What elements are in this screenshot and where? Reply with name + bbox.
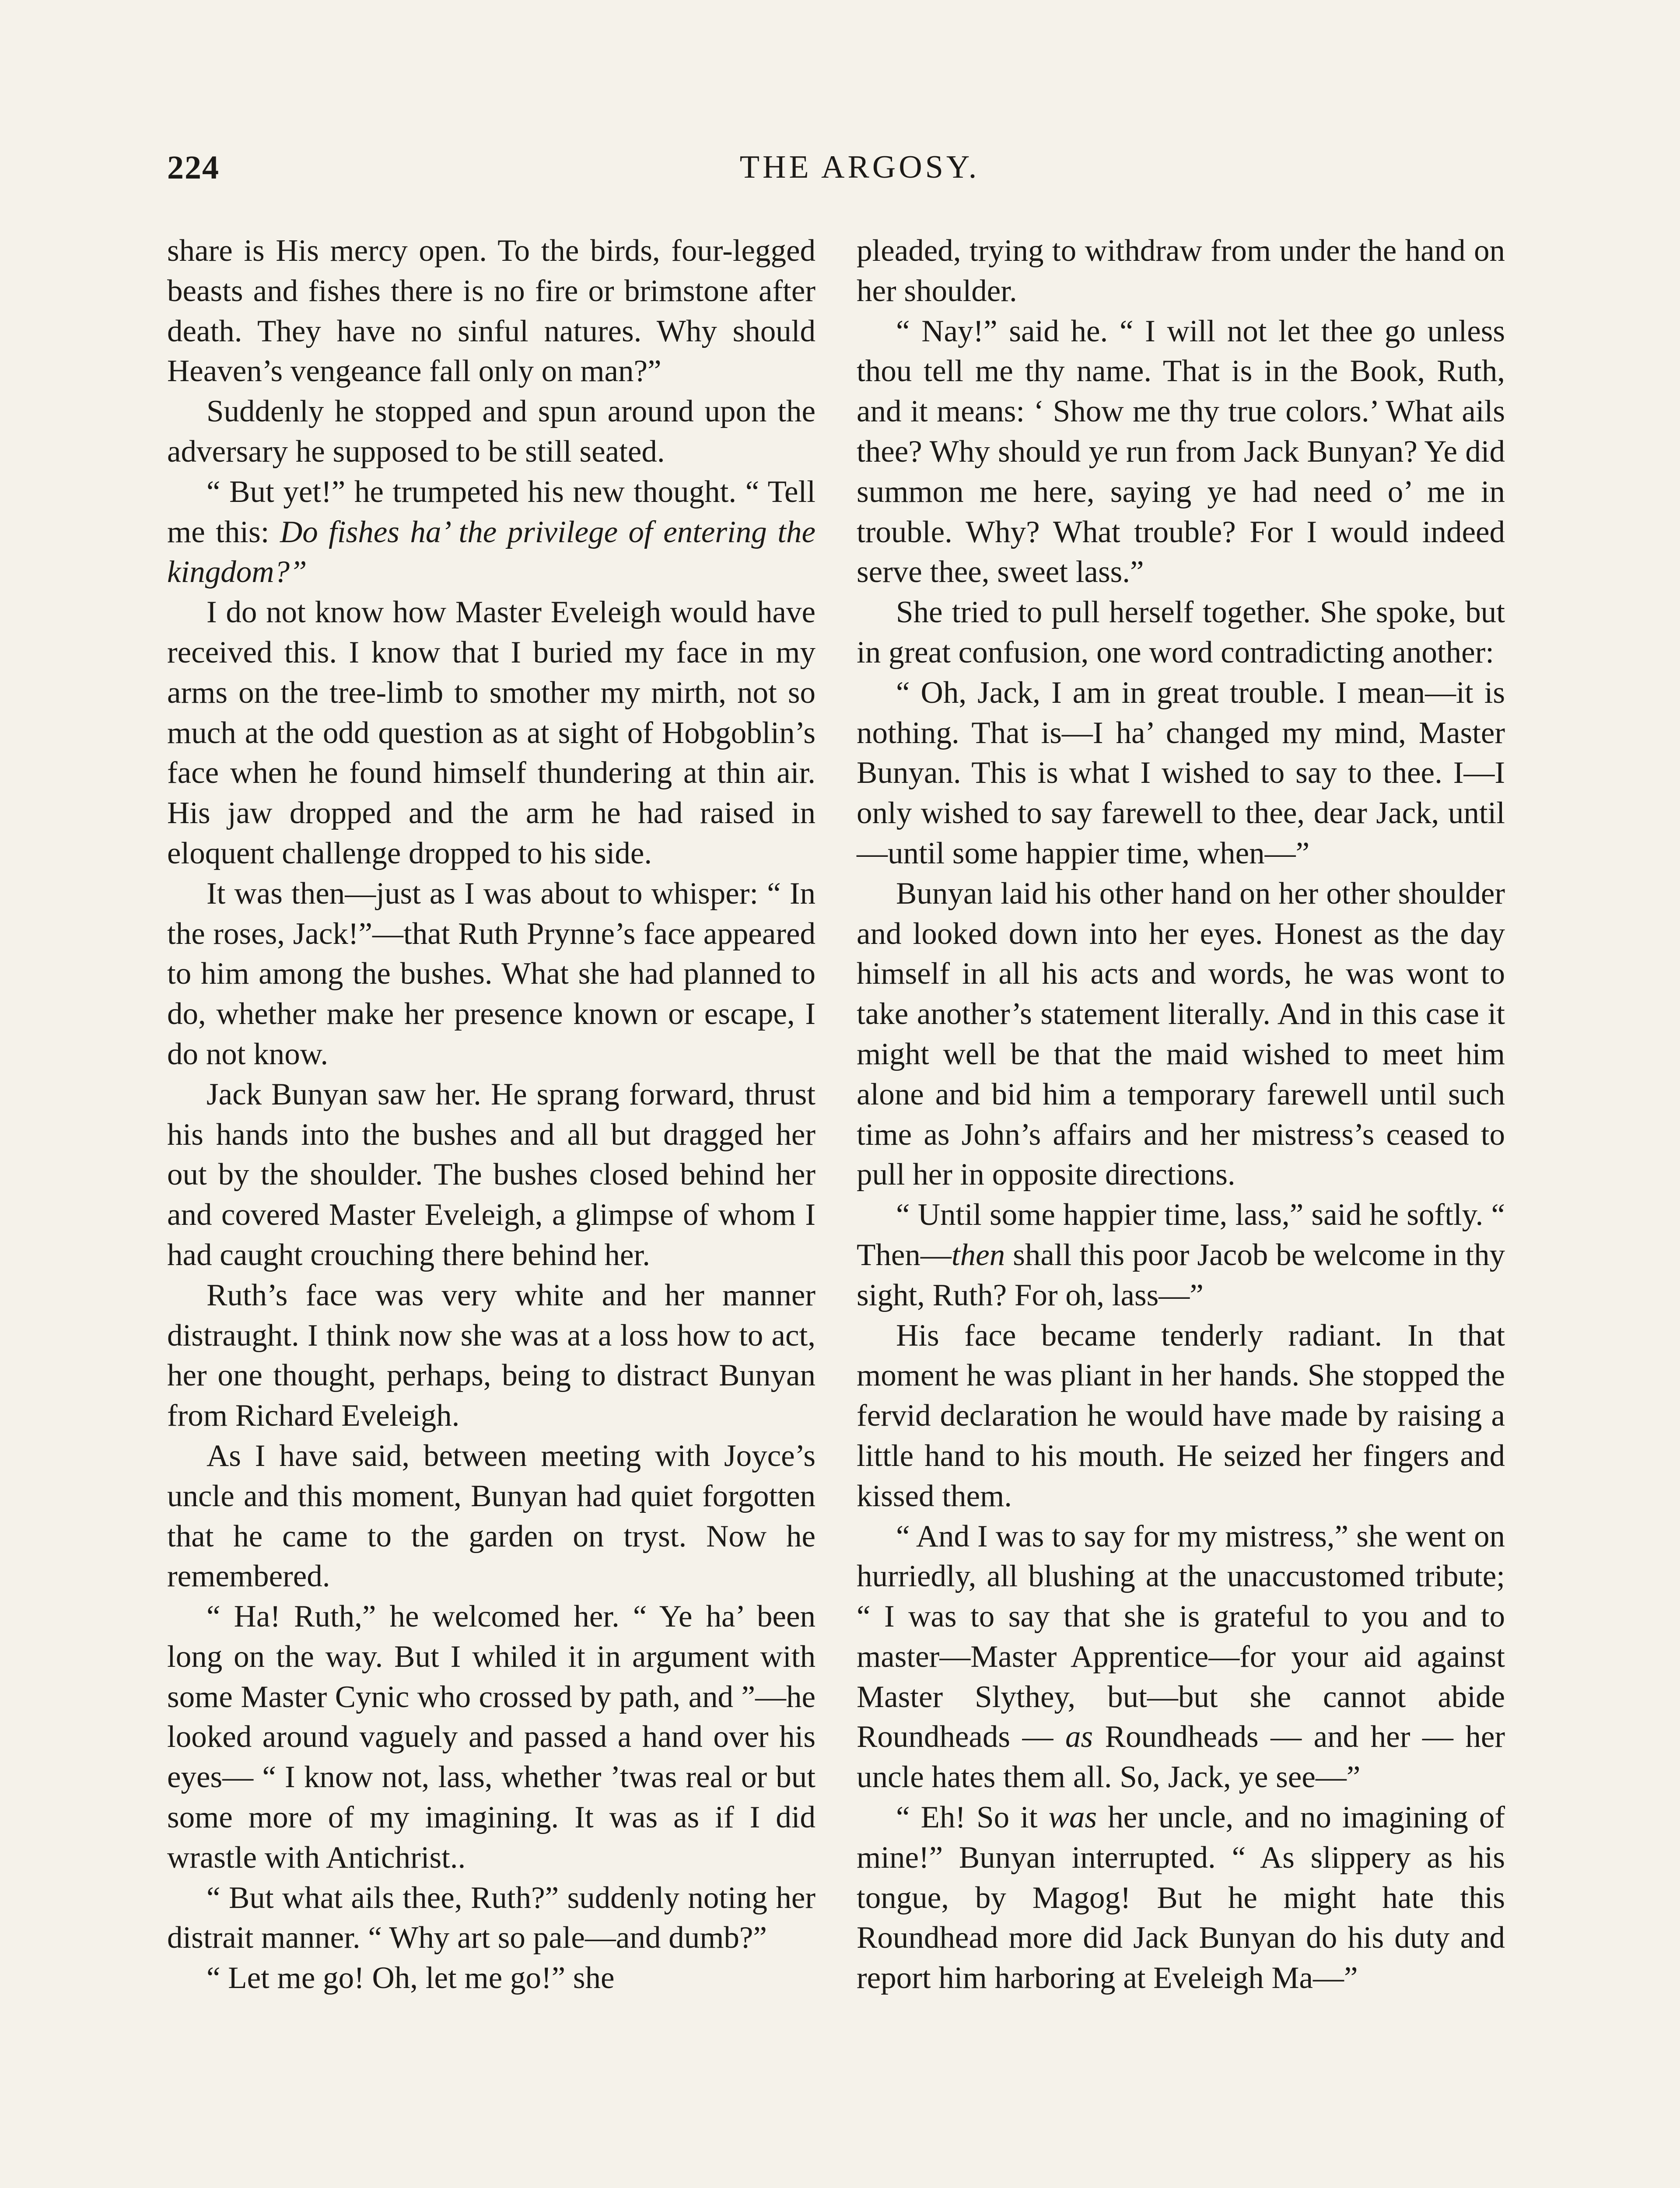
paragraph-text: Suddenly he stopped and spun around upon the adversary he supposed to be still seated.	[167, 394, 816, 469]
italic-text: then	[951, 1238, 1005, 1272]
paragraph-text: “ Ha! Ruth,” he welcomed her. “ Ye ha’ been long on the way. But I whiled it in argument with some Master Cynic who crossed by path, and ”—he looked around vaguely and passed a hand over his eyes— “ I know not, lass, whether ’twas real or but some more of my imagining. It was as if I did wrastle with Antichrist..	[167, 1599, 816, 1875]
paragraph	[167, 472, 816, 593]
paragraph-text: “ But what ails thee, Ruth?” suddenly noting her distrait manner. “ Why art so pale—and dumb?”	[167, 1880, 816, 1955]
page-header	[167, 149, 1513, 201]
paragraph	[857, 1195, 1505, 1315]
paragraph-text: “ Eh! So it	[896, 1800, 1049, 1835]
paragraph-text: Jack Bunyan saw her. He sprang forward, thrust his hands into the bushes and all but dragged her out by the shoulder. The bushes closed behind her and covered Master Eveleigh, a glimpse of whom I had caught crouching there behind her.	[167, 1077, 816, 1272]
paragraph	[857, 673, 1505, 874]
paragraph	[857, 1517, 1505, 1798]
paragraph	[167, 1436, 816, 1597]
paragraph-text-continued: Roundheads — and her — her uncle hates them all. So, Jack, ye see—”	[857, 1720, 1505, 1795]
paragraph-text: Bunyan laid his other hand on her other shoulder and looked down into her eyes. Honest as the day himself in all his acts and words, he was wont to take another’s statement literally. And in this case it might well be that the maid wished to meet him alone and bid him a temporary farewell until such time as John’s affairs and her mistress’s ceased to pull her in opposite directions.	[857, 876, 1505, 1192]
paragraph	[167, 392, 816, 472]
right-column	[857, 231, 1505, 1999]
paragraph	[857, 874, 1505, 1195]
paragraph	[167, 593, 816, 874]
paragraph	[167, 874, 816, 1075]
paragraph-text: As I have said, between meeting with Joyce’s uncle and this moment, Bunyan had quiet forgotten that he came to the garden on tryst. Now he remembered.	[167, 1438, 816, 1594]
paragraph-text: She tried to pull herself together. She spoke, but in great confusion, one word contradicting another:	[857, 595, 1505, 670]
paragraph-text: “ Oh, Jack, I am in great trouble. I mean—it is nothing. That is—I ha’ changed my mind, Master Bunyan. This is what I wished to say to thee. I—I only wished to say farewell to thee, dear Jack, until—until some happier time, when—”	[857, 675, 1505, 870]
paragraph-text: pleaded, trying to withdraw from under the hand on her shoulder.	[857, 234, 1505, 308]
paragraph-text: “ And I was to say for my mistress,” she went on hurriedly, all blushing at the unaccustomed tribute; “ I was to say that she is grateful to you and to master—Master Apprentice—for your aid against Master Slythey, but—but she cannot abide Roundheads —	[857, 1519, 1505, 1754]
paragraph	[167, 1276, 816, 1436]
paragraph	[167, 231, 816, 392]
paragraph-text-continued: her uncle, and no imagining of mine!” Bunyan interrupted. “ As slippery as his tongue, by Magog! But he might hate this Roundhead more did Jack Bunyan do his duty and report him harboring at Eveleigh Ma—”	[857, 1800, 1505, 1995]
paragraph-text: “ Until some happier time, lass,” said he softly. “ Then—	[857, 1198, 1505, 1272]
paragraph	[167, 1958, 816, 1999]
italic-text: was	[1048, 1800, 1097, 1835]
paragraph-text: “ Nay!” said he. “ I will not let thee go unless thou tell me thy name. That is in the Book, Ruth, and it means: ‘ Show me thy true colors.’ What ails thee? Why should ye run from Jack Bunyan? Ye did summon me here, saying ye had need o’ me in trouble. Why? What trouble? For I would indeed serve thee, sweet lass.”	[857, 314, 1505, 589]
paragraph	[167, 1075, 816, 1276]
paragraph-text: share is His mercy open. To the birds, four-legged beasts and fishes there is no fire or brimstone after death. They have no sinful natures. Why should Heaven’s vengeance fall only on man?”	[167, 234, 816, 389]
paragraph-text: “ Let me go! Oh, let me go!” she	[206, 1961, 615, 1995]
paragraph	[857, 231, 1505, 312]
paragraph	[167, 1597, 816, 1878]
paragraph-text: “ But yet!” he trumpeted his new thought. “ Tell me this:	[167, 474, 816, 549]
paragraph-text: His face became tenderly radiant. In that moment he was pliant in her hands. She stopped the fervid declaration he would have made by raising a little hand to his mouth. He seized her fingers and kissed them.	[857, 1318, 1505, 1513]
running-head: THE ARGOSY.	[739, 149, 980, 185]
page-number: 224	[167, 149, 220, 186]
italic-text: as	[1065, 1720, 1093, 1754]
paragraph-text: It was then—just as I was about to whisper: “ In the roses, Jack!”—that Ruth Prynne’s face appeared to him among the bushes. What she had planned to do, whether make her presence known or escape, I do not know.	[167, 876, 816, 1071]
italic-text: Do fishes ha’ the privilege of entering the kingdom?”	[167, 515, 816, 589]
paragraph	[857, 593, 1505, 673]
paragraph	[167, 1878, 816, 1959]
paragraph-text: I do not know how Master Eveleigh would have received this. I know that I buried my face in my arms on the tree-limb to smother my mirth, not so much at the odd question as at sight of Hobgoblin’s face when he found himself thundering at thin air. His jaw dropped and the arm he had raised in eloquent challenge dropped to his side.	[167, 595, 816, 870]
paragraph	[857, 1316, 1505, 1517]
paragraph-text-continued: shall this poor Jacob be welcome in thy sight, Ruth? For oh, lass—”	[857, 1238, 1505, 1312]
paragraph	[857, 312, 1505, 593]
left-column	[167, 231, 816, 1999]
paragraph	[857, 1798, 1505, 1999]
paragraph-text: Ruth’s face was very white and her manner distraught. I think now she was at a loss how to act, her one thought, perhaps, being to distract Bunyan from Richard Eveleigh.	[167, 1278, 816, 1433]
